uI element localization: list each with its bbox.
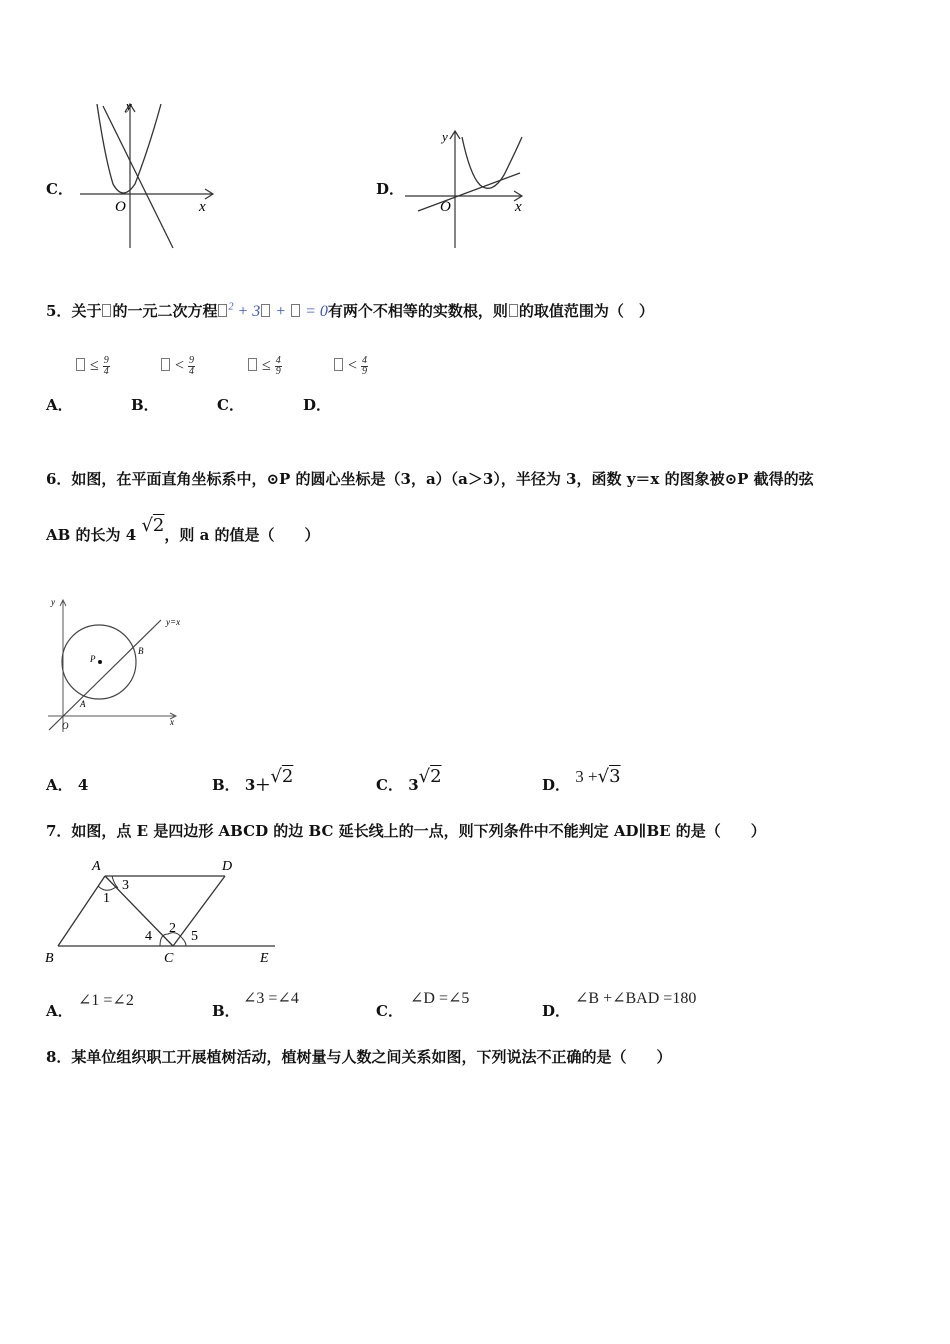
p-label: P (90, 654, 96, 664)
q5-option-d-expr: < $\frac{4}{9}$ (333, 356, 368, 377)
y-label: y (442, 129, 448, 144)
q7-option-d-expr: ∠B +∠BAD =180 (575, 990, 697, 1007)
line (418, 173, 520, 211)
a-label: A (80, 699, 86, 709)
q7-option-c-label: C． (376, 1002, 403, 1020)
q5-text-b: 的一元二次方程 (112, 302, 218, 320)
q5-option-c-expr: ≤ $\frac{4}{9}$ (247, 356, 282, 377)
q4-option-d-graph (400, 125, 530, 250)
variable-k-placeholder (509, 304, 518, 317)
label-b: B (45, 951, 54, 966)
y-label: y (126, 98, 132, 113)
q6-stem-line2: AB 的长为 4 √2，则 a 的值是（ ） (46, 515, 320, 544)
angle-2: 2 (169, 921, 176, 936)
label-d: D (222, 859, 233, 874)
q6-option-d: D． 3 +√3 (542, 766, 621, 794)
q5-option-a-label: A． (46, 396, 73, 414)
center-point (98, 660, 102, 664)
q5-option-b-label: B． (131, 396, 159, 414)
x-label: x (515, 199, 522, 215)
q7-option-a-expr: ∠1 =∠2 (78, 992, 134, 1009)
side-dc (173, 876, 225, 946)
origin-label: O (440, 199, 451, 215)
q5-equation: $^2$ + 3 + = 0 (217, 303, 327, 320)
line-y-equals-x (49, 620, 161, 730)
x-label: x (170, 717, 174, 727)
label-e: E (260, 951, 269, 966)
q4-option-c-graph (75, 98, 220, 250)
q5-text-a: 关于 (71, 302, 102, 320)
parabola (462, 137, 522, 188)
q7-stem: 7．如图，点 E 是四边形 ABCD 的边 BC 延长线上的一点，则下列条件中不能判定 AD∥BE 的是（ ） (46, 822, 766, 840)
q6-figure (44, 592, 189, 734)
angle-4: 4 (145, 929, 152, 944)
q4-option-c-label: C． (46, 180, 73, 198)
origin-label: O (62, 721, 69, 731)
label-a: A (92, 859, 101, 874)
label-c: C (164, 951, 174, 966)
angle-5: 5 (191, 929, 198, 944)
q5-option-d-label: D． (303, 396, 332, 414)
x-label: x (199, 199, 206, 215)
q6-stem-line1: 6．如图，在平面直角坐标系中，⊙P 的圆心坐标是（3，a）（a＞3），半径为 3，函数 y＝x 的图象被⊙P 截得的弦 (46, 470, 814, 488)
q6-option-a: A． 4 (46, 776, 89, 794)
parabola (97, 104, 161, 193)
q7-option-b-expr: ∠3 =∠4 (243, 990, 299, 1007)
q6-option-b: B． 3＋√2 (212, 766, 294, 794)
variable-x-placeholder (102, 304, 111, 317)
q7-option-c-expr: ∠D =∠5 (410, 990, 470, 1007)
q5-stem (46, 300, 654, 321)
b-label: B (138, 646, 144, 656)
q5-text-c: 有两个不相等的实数根，则 (327, 302, 508, 320)
q5-option-c-label: C． (217, 396, 244, 414)
q5-option-b-expr: < $\frac{9}{4}$ (160, 356, 195, 377)
y-label: y (51, 597, 55, 607)
line-label: y=x (166, 617, 181, 627)
q7-figure (40, 852, 280, 967)
q6-option-c: C． 3√2 (376, 766, 442, 794)
q7-option-b-label: B． (212, 1002, 240, 1020)
q7-option-d-label: D． (542, 1002, 571, 1020)
line (103, 106, 173, 248)
q5-option-a-expr: ≤ $\frac{9}{4}$ (75, 356, 110, 377)
origin-label: O (115, 199, 126, 215)
q5-text-d: 的取值范围为（ ） (518, 302, 654, 320)
q7-option-a-label: A． (46, 1002, 73, 1020)
q4-option-d-label: D． (376, 180, 405, 198)
angle-1: 1 (103, 891, 110, 906)
q8-stem: 8．某单位组织职工开展植树活动，植树量与人数之间关系如图，下列说法不正确的是（ ） (46, 1048, 672, 1066)
angle-3: 3 (122, 878, 129, 893)
q5-number: 5． (46, 302, 72, 320)
